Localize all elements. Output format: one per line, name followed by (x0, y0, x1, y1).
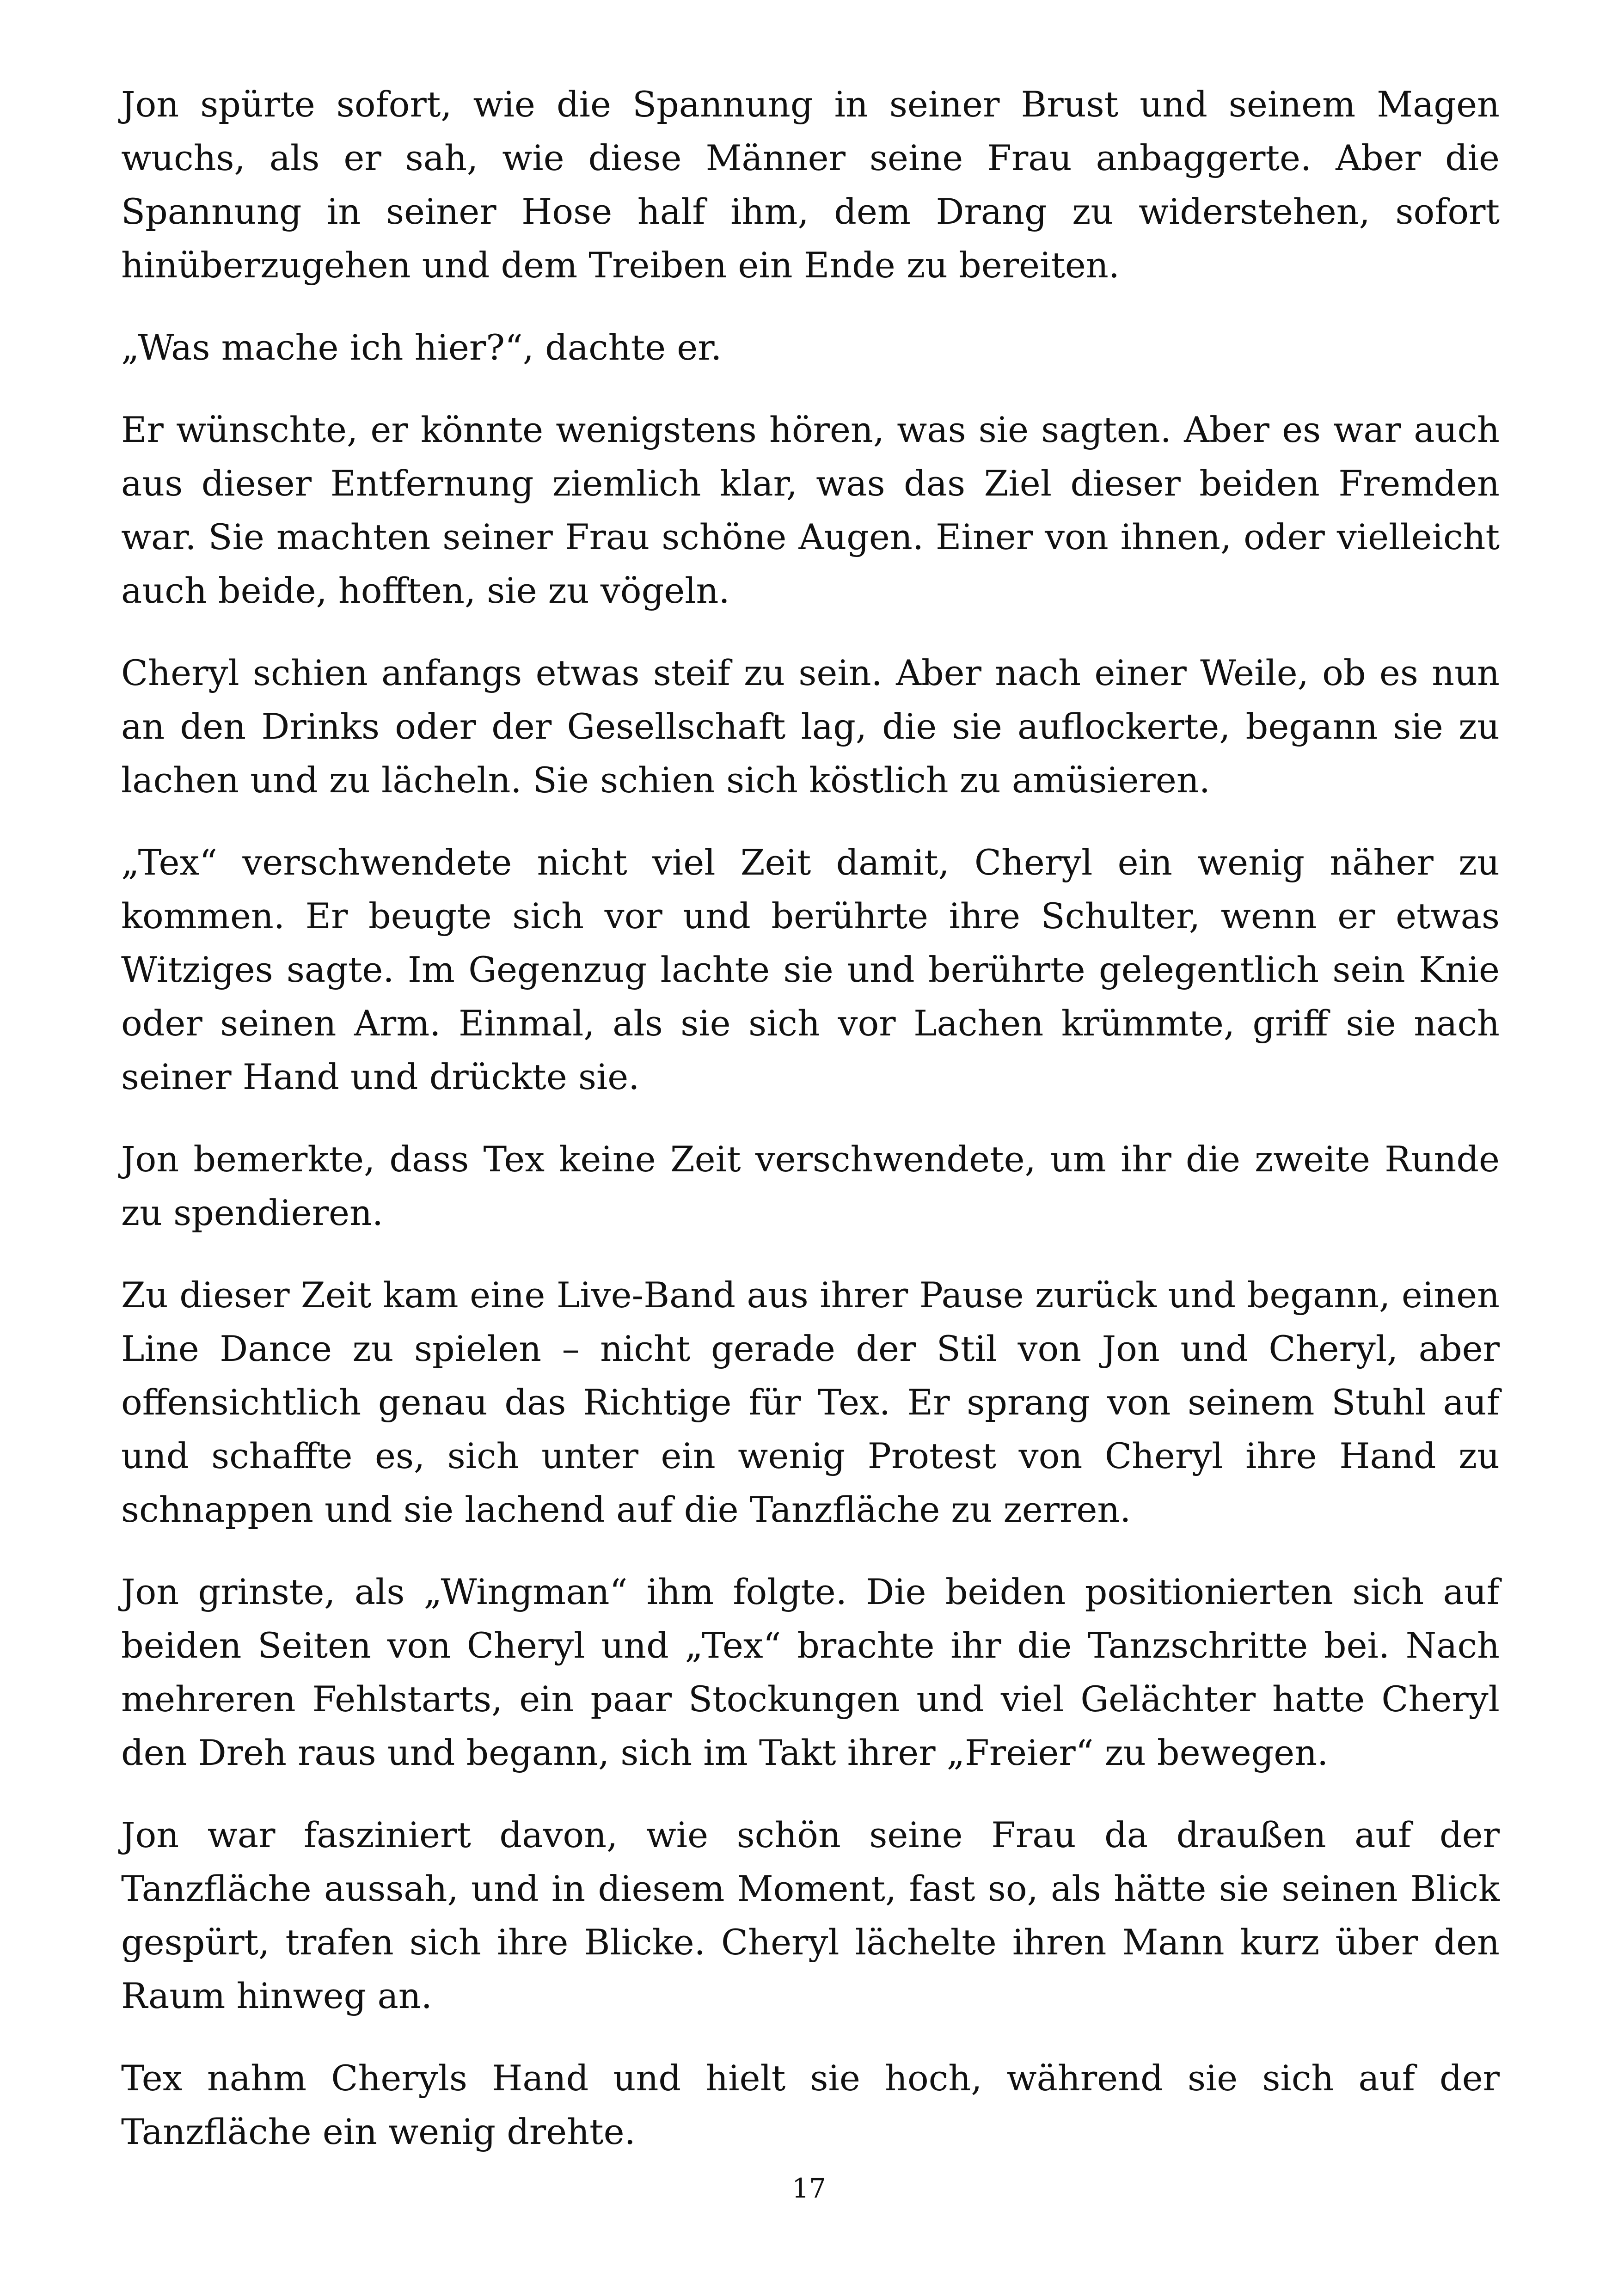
paragraph-8: Jon grinste, als „Wingman“ ihm folgte. Die beiden positionierten sich auf beiden Seiten von Cheryl und „Tex“ brachte ihr die Tanzschritte bei. Nach mehreren Fehlstarts, ein paar Stockungen und viel Gelächter hatte Cheryl den Dreh raus und begann, sich im Takt ihrer „Freier“ zu bewegen. (121, 1571, 1500, 1773)
paragraph-1: Jon spürte sofort, wie die Spannung in seiner Brust und seinem Magen wuchs, als er sah, wie diese Männer seine Frau anbaggerte. Aber die Spannung in seiner Hose half ihm, dem Drang zu widerstehen, sofort hinüberzugehen und dem Treiben ein Ende zu bereiten. (121, 84, 1500, 286)
paragraph-6: Jon bemerkte, dass Tex keine Zeit verschwendete, um ihr die zweite Runde zu spendieren. (121, 1139, 1500, 1233)
paragraph-4: Cheryl schien anfangs etwas steif zu sein. Aber nach einer Weile, ob es nun an den Drinks oder der Gesellschaft lag, die sie auflockerte, begann sie zu lachen und zu lächeln. Sie schien sich köstlich zu amüsieren. (121, 652, 1500, 801)
paragraph-2: „Was mache ich hier?“, dachte er. (121, 327, 722, 368)
body-text (121, 78, 1500, 2187)
paragraph-7: Zu dieser Zeit kam eine Live-Band aus ihrer Pause zurück und begann, einen Line Dance zu spielen – nicht gerade der Stil von Jon und Cheryl, aber offensichtlich genau das Richtige für Tex. Er sprang von seinem Stuhl auf und schaffte es, sich unter ein wenig Protest von Cheryl ihre Hand zu schnappen und sie lachend auf die Tanzfläche zu zerren. (121, 1274, 1500, 1530)
paragraph-10: Tex nahm Cheryls Hand und hielt sie hoch, während sie sich auf der Tanzfläche ein wenig drehte. (121, 2057, 1500, 2152)
paragraph-9: Jon war fasziniert davon, wie schön seine Frau da draußen auf der Tanzfläche aussah, und in diesem Moment, fast so, als hätte sie seinen Blick gespürt, trafen sich ihre Blicke. Cheryl lächelte ihren Mann kurz über den Raum hinweg an. (121, 1814, 1500, 2016)
page-number: 17 (792, 2173, 826, 2204)
paragraph-5: „Tex“ verschwendete nicht viel Zeit damit, Cheryl ein wenig näher zu kommen. Er beugte sich vor und berührte ihre Schulter, wenn er etwas Witziges sagte. Im Gegenzug lachte sie und berührte gelegentlich sein Knie oder seinen Arm. Einmal, als sie sich vor Lachen krümmte, griff sie nach seiner Hand und drückte sie. (121, 842, 1500, 1097)
paragraph-3: Er wünschte, er könnte wenigstens hören, was sie sagten. Aber es war auch aus dieser Entfernung ziemlich klar, was das Ziel dieser beiden Fremden war. Sie machten seiner Frau schöne Augen. Einer von ihnen, oder vielleicht auch beide, hofften, sie zu vögeln. (121, 409, 1500, 611)
